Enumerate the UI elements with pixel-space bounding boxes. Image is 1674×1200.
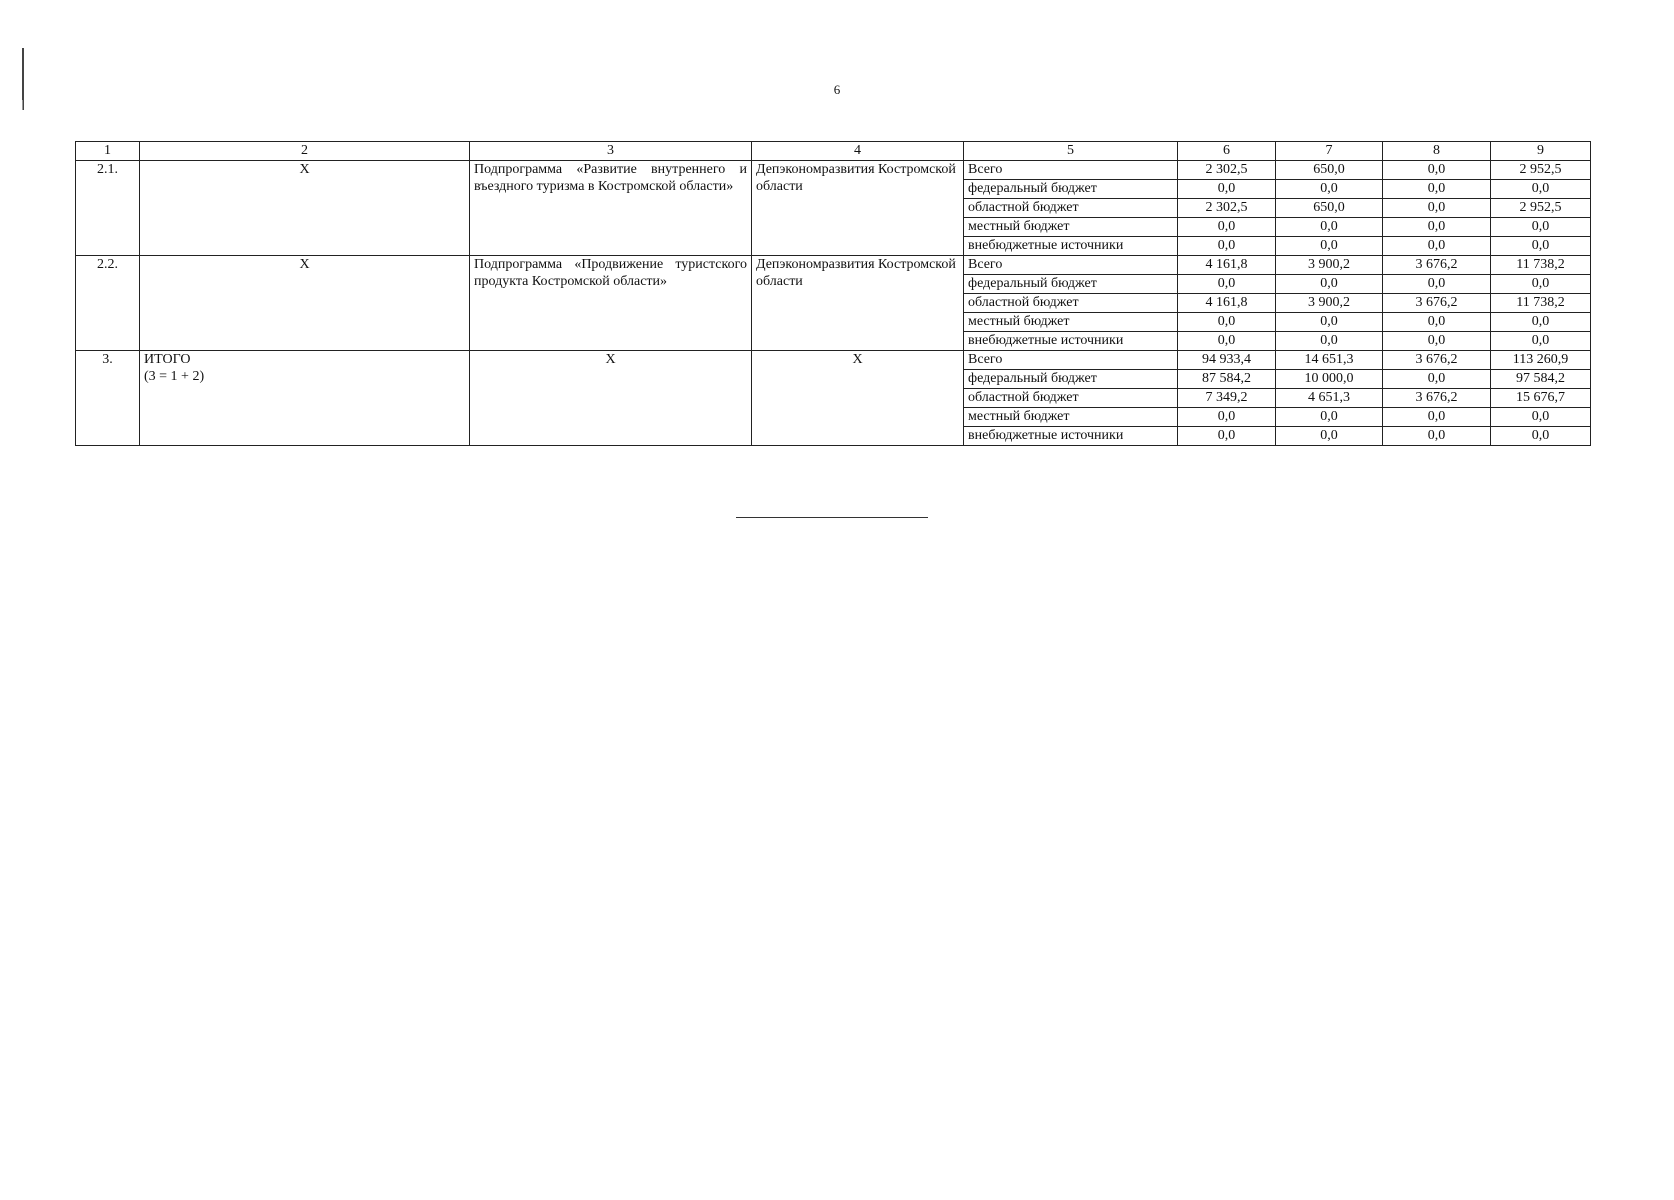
value-col9: 0,0 [1491,408,1591,427]
page-number: 6 [833,82,841,97]
table-row [76,351,1591,370]
value-col7: 0,0 [1276,180,1383,199]
value-col7: 14 651,3 [1276,351,1383,370]
funding-source: местный бюджет [964,218,1178,237]
value-col7: 0,0 [1276,332,1383,351]
header-cell: 2 [140,142,470,161]
funding-source: внебюджетные источники [964,427,1178,446]
value-col7: 3 900,2 [1276,256,1383,275]
end-of-document-line [736,517,928,518]
value-col9: 2 952,5 [1491,161,1591,180]
value-col6: 4 161,8 [1178,256,1276,275]
value-col7: 0,0 [1276,237,1383,256]
funding-source: федеральный бюджет [964,275,1178,294]
value-col9: 2 952,5 [1491,199,1591,218]
value-col6: 94 933,4 [1178,351,1276,370]
value-col7: 0,0 [1276,408,1383,427]
scan-margin-mark-small [22,100,23,110]
table-row [76,161,1591,180]
value-col8: 0,0 [1383,408,1491,427]
value-col8: 3 676,2 [1383,389,1491,408]
value-col9: 11 738,2 [1491,256,1591,275]
subprogram-title: Подпрограмма «Продвижение туристского продукта Костромской области» [470,256,752,351]
value-col7: 0,0 [1276,427,1383,446]
value-col7: 0,0 [1276,218,1383,237]
funding-source: Всего [964,256,1178,275]
value-col7: 0,0 [1276,275,1383,294]
value-col8: 3 676,2 [1383,294,1491,313]
value-col8: 0,0 [1383,275,1491,294]
value-col9: 0,0 [1491,427,1591,446]
value-col8: 0,0 [1383,199,1491,218]
value-col6: 0,0 [1178,313,1276,332]
value-col6: 2 302,5 [1178,161,1276,180]
value-col9: 0,0 [1491,275,1591,294]
value-col6: 0,0 [1178,427,1276,446]
responsible-executor: Депэкономразвития Костромской области [752,161,964,256]
funding-source: федеральный бюджет [964,180,1178,199]
header-cell: 9 [1491,142,1591,161]
value-col8: 3 676,2 [1383,256,1491,275]
total-title: ИТОГО [144,352,191,367]
header-cell: 5 [964,142,1178,161]
value-col8: 0,0 [1383,370,1491,389]
funding-source: областной бюджет [964,294,1178,313]
header-cell: 6 [1178,142,1276,161]
funding-source: областной бюджет [964,389,1178,408]
value-col9: 11 738,2 [1491,294,1591,313]
row-number: 2.2. [76,256,140,351]
value-col9: 0,0 [1491,313,1591,332]
value-col9: 0,0 [1491,180,1591,199]
funding-source: внебюджетные источники [964,237,1178,256]
value-col6: 0,0 [1178,237,1276,256]
value-col7: 3 900,2 [1276,294,1383,313]
value-col8: 3 676,2 [1383,351,1491,370]
funding-source: Всего [964,351,1178,370]
value-col6: 2 302,5 [1178,199,1276,218]
value-col9: 113 260,9 [1491,351,1591,370]
value-col8: 0,0 [1383,237,1491,256]
total-label [140,351,470,446]
value-col7: 10 000,0 [1276,370,1383,389]
responsible-executor: Депэкономразвития Костромской области [752,256,964,351]
header-row [76,142,1591,161]
total-formula: (3 = 1 + 2) [144,369,205,384]
value-col6: 0,0 [1178,332,1276,351]
value-col7: 0,0 [1276,313,1383,332]
funding-source: местный бюджет [964,408,1178,427]
cross-mark: X [752,351,964,446]
value-col9: 97 584,2 [1491,370,1591,389]
funding-source: федеральный бюджет [964,370,1178,389]
funding-source: местный бюджет [964,313,1178,332]
value-col6: 87 584,2 [1178,370,1276,389]
value-col9: 0,0 [1491,332,1591,351]
cross-mark: X [470,351,752,446]
value-col8: 0,0 [1383,180,1491,199]
value-col8: 0,0 [1383,427,1491,446]
value-col8: 0,0 [1383,313,1491,332]
cross-mark: X [140,161,470,256]
row-number: 3. [76,351,140,446]
value-col9: 0,0 [1491,237,1591,256]
row-number: 2.1. [76,161,140,256]
value-col6: 4 161,8 [1178,294,1276,313]
funding-source: внебюджетные источники [964,332,1178,351]
value-col6: 0,0 [1178,180,1276,199]
value-col9: 15 676,7 [1491,389,1591,408]
subprogram-title: Подпрограмма «Развитие внутреннего и въездного туризма в Костромской области» [470,161,752,256]
header-cell: 3 [470,142,752,161]
value-col7: 650,0 [1276,199,1383,218]
value-col7: 4 651,3 [1276,389,1383,408]
header-cell: 7 [1276,142,1383,161]
value-col6: 0,0 [1178,408,1276,427]
header-cell: 8 [1383,142,1491,161]
value-col8: 0,0 [1383,332,1491,351]
header-cell: 1 [76,142,140,161]
value-col7: 650,0 [1276,161,1383,180]
value-col6: 0,0 [1178,275,1276,294]
value-col6: 0,0 [1178,218,1276,237]
budget-table [75,141,1591,446]
value-col8: 0,0 [1383,161,1491,180]
funding-source: Всего [964,161,1178,180]
funding-source: областной бюджет [964,199,1178,218]
table-row [76,256,1591,275]
header-cell: 4 [752,142,964,161]
value-col9: 0,0 [1491,218,1591,237]
value-col8: 0,0 [1383,218,1491,237]
value-col6: 7 349,2 [1178,389,1276,408]
cross-mark: X [140,256,470,351]
